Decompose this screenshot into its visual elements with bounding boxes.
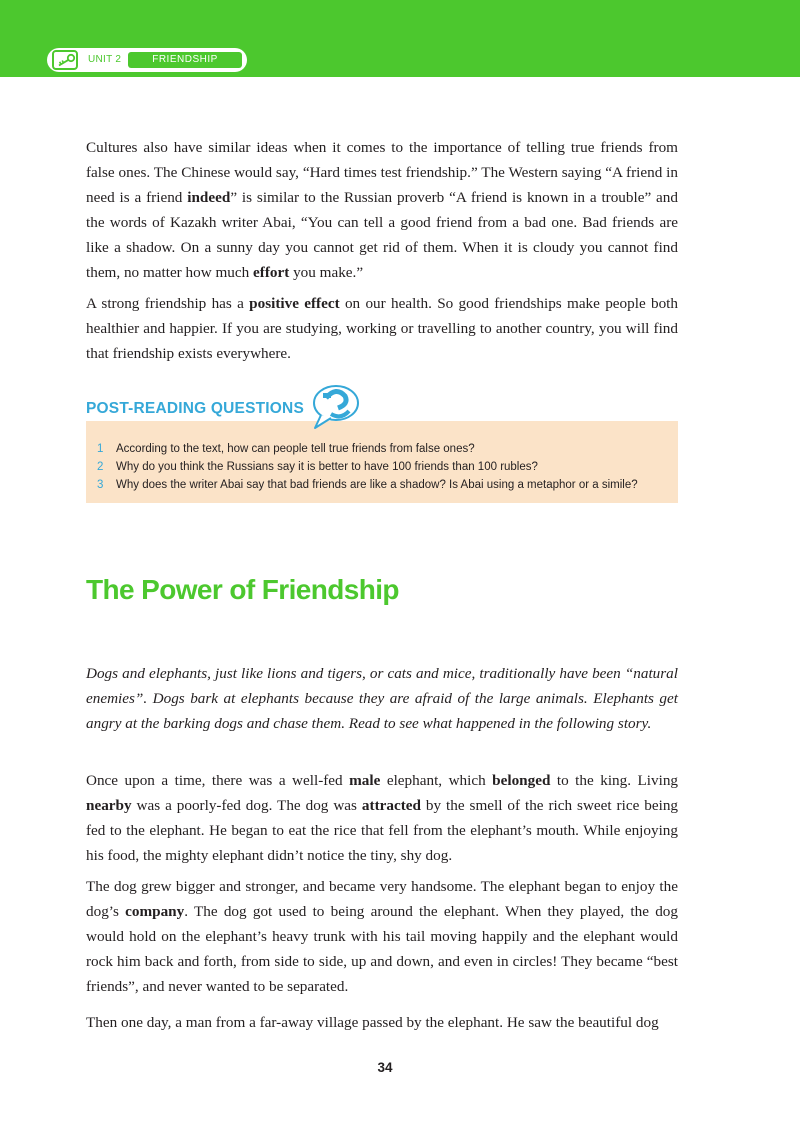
story-paragraph-3: Then one day, a man from a far-away village passed by the elephant. He saw the beautiful dog — [86, 1014, 659, 1031]
speech-bubble-icon — [311, 384, 361, 435]
section-title: The Power of Friendship — [86, 574, 399, 605]
question-text: Why do you think the Russians say it is better to have 100 friends than 100 rubles? — [116, 461, 538, 473]
question-text: Why does the writer Abai say that bad friends are like a shadow? Is Abai using a metaphor or a simile? — [116, 479, 638, 491]
vocab-word: nearby — [86, 797, 132, 814]
unit-title: FRIENDSHIP — [152, 54, 218, 65]
vocab-word: belonged — [492, 772, 551, 789]
key-icon — [52, 50, 78, 70]
post-reading-title: POST-READING QUESTIONS — [86, 400, 304, 417]
page-number: 34 — [377, 1060, 393, 1075]
vocab-word: male — [349, 772, 381, 789]
paragraph-cultures: Cultures also have similar ideas when it comes to the importance of telling true friends from false ones. The Chinese would say, “Hard times test friendship.” The Western saying “A friend in need is a friend indeed” is similar to the Russian proverb “A friend is known in a trouble” and the words of Kazakh writer Abai, “You can tell a good friend from a bad one. Bad friends are like a shadow. On a sunny day you cannot get rid of them. When it is cloudy you cannot find them, no matter how much effort you make.” — [86, 139, 678, 281]
vocab-word: positive effect — [249, 295, 340, 312]
story-intro: Dogs and elephants, just like lions and tigers, or cats and mice, traditionally have been “natural enemies”. Dogs bark at elephants because they are afraid of the large animals. Elephants get angry at the barking dogs and chase them. Read to see what happened in the following story. — [86, 665, 678, 732]
vocab-word: indeed — [187, 189, 231, 206]
question-list — [97, 440, 638, 494]
question-item — [97, 476, 638, 494]
question-item — [97, 458, 638, 476]
question-number: 3 — [97, 479, 104, 491]
story-paragraph-2: The dog grew bigger and stronger, and became very handsome. The elephant began to enjoy the dog’s company. The dog got used to being around the elephant. When they played, the dog would hold on the elephant’s heavy trunk with his tail moving happily and the elephant would rock him back and forth, from side to side, up and down, and even in circles! They became “best friends”, and never wanted to be separated. — [86, 878, 678, 995]
question-text: According to the text, how can people tell true friends from false ones? — [116, 443, 475, 455]
question-number: 1 — [97, 443, 104, 455]
question-number: 2 — [97, 461, 104, 473]
question-item — [97, 440, 638, 458]
story-paragraph-1: Once upon a time, there was a well-fed male elephant, which belonged to the king. Living nearby was a poorly-fed dog. The dog was attracted by the smell of the rich sweet rice being fed to the elephant. He began to eat the rice that fell from the elephant’s mouth. While enjoying his food, the mighty elephant didn’t notice the tiny, shy dog. — [86, 772, 679, 864]
unit-label: UNIT 2 — [88, 54, 122, 65]
vocab-word: effort — [253, 264, 290, 281]
paragraph-strong-friendship: A strong friendship has a positive effect on our health. So good friendships make people both healthier and happier. If you are studying, working or travelling to another country, you will find that friendship exists everywhere. — [86, 295, 678, 362]
vocab-word: company — [125, 903, 185, 920]
vocab-word: attracted — [361, 797, 421, 814]
